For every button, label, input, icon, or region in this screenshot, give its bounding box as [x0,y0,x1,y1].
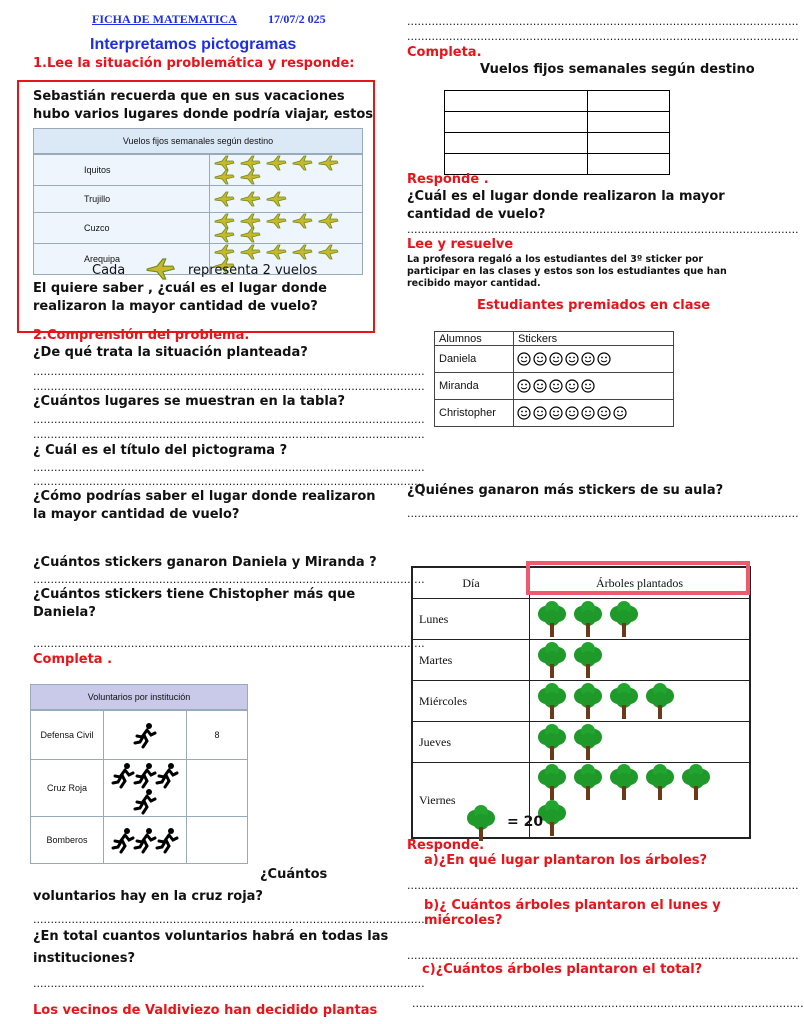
sticker-student: Christopher [435,400,514,427]
tree-row [412,681,750,722]
volunteer-row [31,760,248,817]
plane-icon [265,156,287,170]
answer-line[interactable]: ................................................................................................................ [407,30,799,43]
volunteer-value[interactable] [187,760,248,817]
tree-key-label: = 20 [507,814,544,830]
flight-row-label: Arequipa [34,244,210,275]
main-title: Interpretamos pictogramas [90,36,297,53]
tree-icon [645,764,675,800]
volunteer-row [31,711,248,760]
smiley-icon [581,406,595,420]
answer-line[interactable]: ................................................................................................................ [33,637,425,650]
runner-icon [112,827,134,853]
tree-icon [537,683,567,719]
volunteers-q1b: voluntarios hay en la cruz roja? [33,889,263,904]
answer-line[interactable]: ................................................................................................................ [33,380,425,393]
trees-header-day: Día [412,567,530,599]
question-c: c)¿Cuántos árboles plantaron el total? [422,962,703,977]
tree-icon [537,601,567,637]
tree-icon [537,764,567,800]
completa-label: Completa . [33,652,113,667]
premiados-title: Estudiantes premiados en clase [477,298,711,313]
sticker-row [435,400,674,427]
answer-line[interactable]: ................................................................................................................ [407,949,799,962]
plane-icon [213,156,235,170]
right-table-title: Vuelos fijos semanales según destino [480,62,755,77]
stickers-table [434,331,674,427]
tree-row [412,763,750,839]
blank-cell[interactable] [445,112,588,133]
blank-cell[interactable] [588,112,670,133]
tree-icon [537,642,567,678]
stickers-header-alumnos: Alumnos [435,332,514,346]
smiley-icon [581,379,595,393]
smiley-icon [565,406,579,420]
plane-icon [239,228,261,242]
answer-line[interactable]: ................................................................................................................ [407,15,799,28]
volunteer-value[interactable]: 8 [187,711,248,760]
tree-icon [573,724,603,760]
plane-icon [213,214,235,228]
runner-icon [134,722,156,748]
plane-icon [213,228,235,242]
smiley-icon [597,352,611,366]
flight-row [34,155,363,186]
bottom-red-text: Los vecinos de Valdiviezo han decidido plantas [33,1003,378,1018]
runner-icon [112,762,134,788]
tree-row [412,599,750,640]
answer-line[interactable]: ................................................................................................................ [33,977,425,990]
plane-icon [239,156,261,170]
runner-icon [156,827,178,853]
plane-icon [239,245,261,259]
plane-icon [213,245,235,259]
tree-icon [573,601,603,637]
lee-resuelve: Lee y resuelve [407,237,514,252]
answer-line[interactable]: ................................................................................................................ [33,475,425,488]
tree-icon [573,642,603,678]
right-responde-question: ¿Cuál es el lugar donde realizaron la mayor cantidad de vuelo? [407,189,725,222]
plane-icon [239,170,261,184]
tree-day: Martes [412,640,530,681]
smiley-icon [549,406,563,420]
flight-row-label: Trujillo [34,186,210,213]
runner-icon [156,762,178,788]
smiley-icon [533,406,547,420]
tree-icon [645,683,675,719]
sticker-student: Miranda [435,373,514,400]
answer-line[interactable]: ................................................................................................................ [33,413,425,426]
tree-icon [609,601,639,637]
plane-icon [143,259,177,279]
key-suffix: representa 2 vuelos [188,263,318,278]
tree-day: Lunes [412,599,530,640]
section1-title: 1.Lee la situación problemática y responde: [33,56,355,71]
smiley-icon [597,406,611,420]
flight-row-label: Iquitos [34,155,210,186]
volunteer-label: Bomberos [31,817,104,864]
plane-icon [317,245,339,259]
sticker-row [435,373,674,400]
tree-key-icon [466,805,496,841]
plane-icon [213,192,235,206]
smiley-icon [613,406,627,420]
smiley-icon [549,352,563,366]
question-4: ¿Cómo podrías saber el lugar donde realizaron la mayor cantidad de vuelo? [33,489,376,522]
smiley-icon [565,352,579,366]
stickers-header-stickers: Stickers [514,332,674,346]
intro-text: Sebastián recuerda que en sus vacaciones hubo varios lugares donde podría viajar, estos [33,89,374,122]
smiley-icon [581,352,595,366]
flight-row [34,213,363,244]
smiley-icon [533,379,547,393]
smiley-icon [533,352,547,366]
quienes-question: ¿Quiénes ganaron más stickers de su aula? [407,483,724,498]
question-3: ¿ Cuál es el título del pictograma ? [33,443,288,458]
answer-line[interactable]: ................................................................................................................ [407,507,799,520]
volunteer-row [31,817,248,864]
tree-icon [681,764,711,800]
lee-text: La profesora regaló a los estudiantes del 3º sticker por participar en las clases y estos son los estudiantes que han recibido mayor cantidad. [407,254,727,289]
plane-icon [239,214,261,228]
volunteer-label: Defensa Civil [31,711,104,760]
tree-row [412,722,750,763]
problem-question: El quiere saber , ¿cuál es el lugar donde realizaron la mayor cantidad de vuelo? [33,281,327,314]
plane-icon [265,192,287,206]
volunteer-label: Cruz Roja [31,760,104,817]
blank-cell[interactable] [445,133,588,154]
smiley-icon [549,379,563,393]
smiley-icon [517,352,531,366]
volunteers-table [30,684,248,864]
sticker-student: Daniela [435,346,514,373]
responde2: Responde. [407,838,485,853]
blank-cell[interactable] [445,91,588,112]
stickers-question-2: ¿Cuántos stickers tiene Chistopher más que Daniela? [33,587,356,620]
plane-icon [213,170,235,184]
answer-line[interactable]: ................................................................................................................ [407,223,799,236]
runner-icon [134,788,156,814]
plane-icon [239,192,261,206]
plane-icon [291,156,313,170]
answer-line[interactable]: ................................................................................................................ [407,879,799,892]
smiley-icon [565,379,579,393]
answer-line[interactable]: ................................................................................................................ [33,428,425,441]
answer-line[interactable]: ................................................................................................................ [33,913,425,926]
right-completa: Completa. [407,45,482,60]
flight-row-label: Cuzco [34,213,210,244]
question-a: a)¿En qué lugar plantaron los árboles? [424,853,708,868]
flights-pictogram [33,128,363,275]
plane-icon [317,156,339,170]
smiley-icon [517,379,531,393]
tree-icon [609,683,639,719]
flight-row [34,186,363,213]
tree-icon [609,764,639,800]
answer-line[interactable]: ................................................................................................................ [33,365,425,378]
key-prefix: Cada [92,263,126,278]
tree-day: Miércoles [412,681,530,722]
plane-icon [265,245,287,259]
tree-day: Viernes [412,763,530,839]
question-2: ¿Cuántos lugares se muestran en la tabla? [33,394,346,409]
plane-icon [265,214,287,228]
header-date: 17/07/2 025 [268,12,326,26]
highlight-box [526,561,750,595]
blank-cell[interactable] [588,91,670,112]
plane-icon [291,245,313,259]
runner-icon [134,762,156,788]
answer-line[interactable]: ................................................................................................................ [33,573,425,586]
runner-icon [134,827,156,853]
blank-cell[interactable] [588,133,670,154]
volunteers-q1a: ¿Cuántos [260,867,328,882]
volunteer-value[interactable] [187,817,248,864]
blank-cell[interactable] [588,154,670,175]
question-b: b)¿ Cuántos árboles plantaron el lunes y miércoles? [424,898,721,928]
sticker-row [435,346,674,373]
section2-title: 2.Comprensión del problema. [33,328,250,343]
tree-icon [573,764,603,800]
smiley-icon [517,406,531,420]
blank-table [444,90,670,175]
tree-icon [537,724,567,760]
volunteers-title: Voluntarios por institución [30,684,248,710]
trees-table [411,566,751,839]
header-title: FICHA DE MATEMATICA [92,12,237,26]
answer-line[interactable]: ................................................................................................................ [412,997,804,1010]
flights-pictogram-title: Vuelos fijos semanales según destino [33,128,363,154]
right-responde: Responde . [407,172,489,187]
answer-line[interactable]: ................................................................................................................ [33,461,425,474]
tree-day: Jueves [412,722,530,763]
plane-icon [317,214,339,228]
tree-icon [573,683,603,719]
trees-header-planted: Árboles plantados [530,567,751,599]
plane-icon [291,214,313,228]
question-1: ¿De qué trata la situación planteada? [33,345,308,360]
stickers-question-1: ¿Cuántos stickers ganaron Daniela y Miranda ? [33,555,377,570]
tree-row [412,640,750,681]
volunteers-q2: ¿En total cuantos voluntarios habrá en todas las instituciones? [33,929,389,966]
